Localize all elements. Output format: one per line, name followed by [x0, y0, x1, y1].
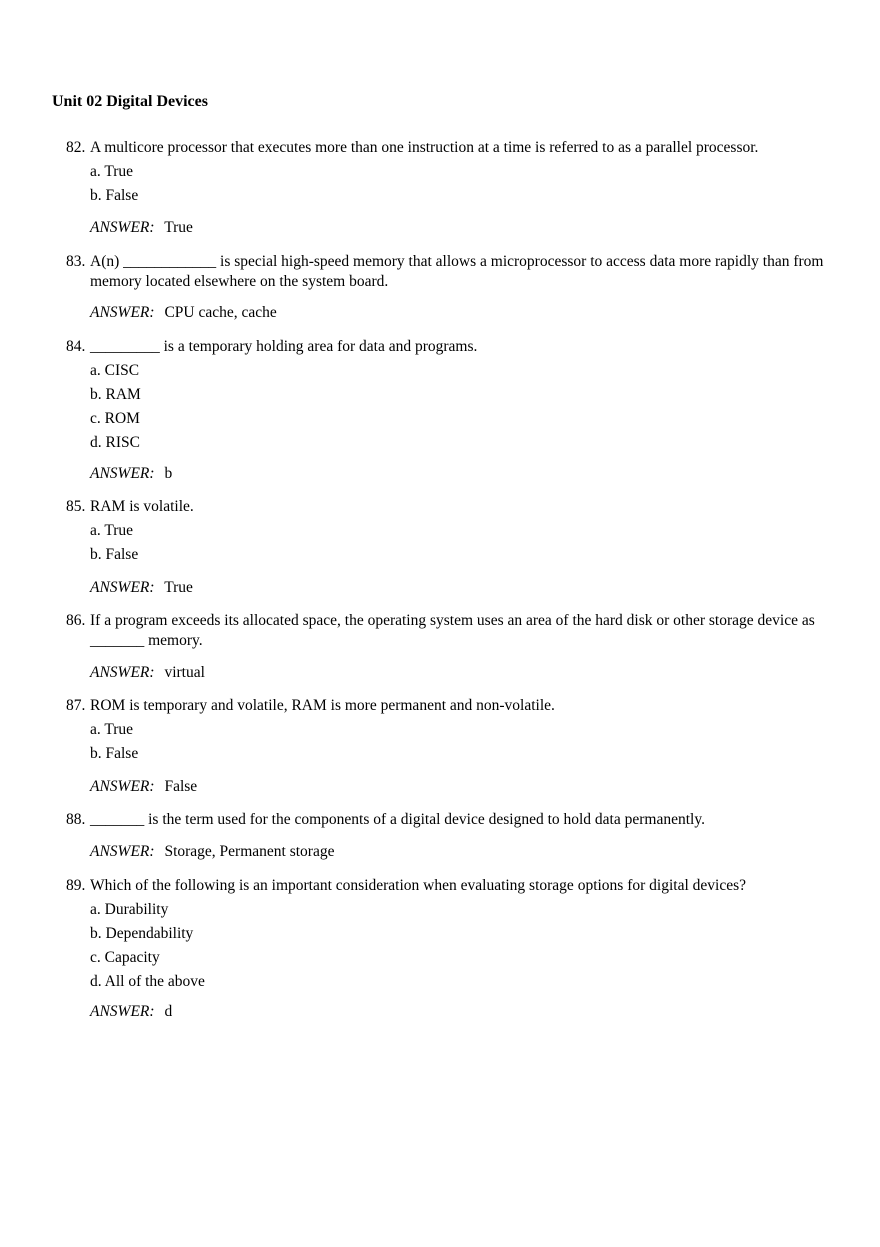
answer-line [90, 663, 826, 683]
question-number: 84. [66, 338, 86, 355]
question-stem [66, 696, 826, 716]
question-stem [66, 138, 826, 158]
question-stem [66, 337, 826, 357]
choice-b: b. RAM [90, 386, 141, 403]
answer-line [90, 1002, 826, 1022]
choice-a: a. Durability [90, 901, 169, 918]
answer-label: ANSWER: [90, 579, 155, 596]
answer-84 [66, 464, 826, 484]
choice-b: b. False [90, 546, 139, 563]
question-text: A multicore processor that executes more than one instruction at a time is referred to as a parallel processor. [90, 139, 759, 156]
question-89 [66, 876, 826, 994]
question-84 [66, 337, 826, 455]
question-86 [66, 611, 826, 651]
choice-d: d. RISC [90, 434, 140, 451]
answer-label: ANSWER: [90, 1003, 155, 1020]
answer-87 [66, 777, 826, 797]
answer-85 [66, 578, 826, 598]
answer-label: ANSWER: [90, 304, 155, 321]
choice-a: a. CISC [90, 362, 140, 379]
question-stem [66, 876, 826, 896]
choice-list [90, 898, 826, 994]
answer-label: ANSWER: [90, 664, 155, 681]
choice-list [90, 718, 826, 766]
question-text: A(n) ____________ is special high-speed memory that allows a microprocessor to access data more rapidly than from memory located elsewhere on the system board. [90, 253, 824, 290]
question-88 [66, 810, 826, 830]
answer-value: d [164, 1003, 173, 1020]
question-number: 82. [66, 139, 86, 156]
answer-line [90, 578, 826, 598]
question-text: ROM is temporary and volatile, RAM is more permanent and non-volatile. [90, 697, 555, 714]
choice-b: b. False [90, 187, 139, 204]
question-85 [66, 497, 826, 567]
answer-88 [66, 842, 826, 862]
choice-c: c. Capacity [90, 949, 160, 966]
answer-line [90, 842, 826, 862]
choice-d: d. All of the above [90, 973, 205, 990]
answer-label: ANSWER: [90, 778, 155, 795]
choice-b: b. Dependability [90, 925, 194, 942]
question-number: 83. [66, 253, 86, 270]
answer-line [90, 464, 826, 484]
choice-list [90, 519, 826, 567]
question-text: Which of the following is an important consideration when evaluating storage options for digital devices? [90, 877, 746, 894]
choice-b: b. False [90, 745, 139, 762]
question-number: 89. [66, 877, 86, 894]
answer-line [90, 218, 826, 238]
question-stem [66, 611, 826, 651]
answer-line [90, 777, 826, 797]
answer-value: b [164, 465, 173, 482]
unit-title: Unit 02 Digital Devices [52, 93, 208, 110]
question-number: 85. [66, 498, 86, 515]
choice-list [90, 160, 826, 208]
question-number: 88. [66, 811, 86, 828]
answer-value: True [164, 579, 193, 596]
answer-value: Storage, Permanent storage [164, 843, 335, 860]
choice-c: c. ROM [90, 410, 140, 427]
choice-a: a. True [90, 721, 134, 738]
answer-83 [66, 303, 826, 323]
question-82 [66, 138, 826, 208]
answer-value: virtual [164, 664, 205, 681]
choice-a: a. True [90, 522, 134, 539]
question-stem [66, 497, 826, 517]
answer-89 [66, 1002, 826, 1022]
answer-label: ANSWER: [90, 843, 155, 860]
question-stem [66, 252, 826, 292]
answer-value: True [164, 219, 193, 236]
question-stem [66, 810, 826, 830]
question-83 [66, 252, 826, 292]
answer-86 [66, 663, 826, 683]
answer-value: CPU cache, cache [164, 304, 277, 321]
question-number: 87. [66, 697, 86, 714]
answer-82 [66, 218, 826, 238]
answer-label: ANSWER: [90, 465, 155, 482]
question-text: _______ is the term used for the components of a digital device designed to hold data permanently. [90, 811, 705, 828]
answer-label: ANSWER: [90, 219, 155, 236]
question-number: 86. [66, 612, 86, 629]
question-87 [66, 696, 826, 766]
choice-a: a. True [90, 163, 134, 180]
question-text: RAM is volatile. [90, 498, 194, 515]
question-text: If a program exceeds its allocated space, the operating system uses an area of the hard disk or other storage device as _______ memory. [90, 612, 815, 649]
answer-line [90, 303, 826, 323]
question-text: _________ is a temporary holding area for data and programs. [90, 338, 478, 355]
answer-value: False [164, 778, 198, 795]
choice-list [90, 359, 826, 455]
